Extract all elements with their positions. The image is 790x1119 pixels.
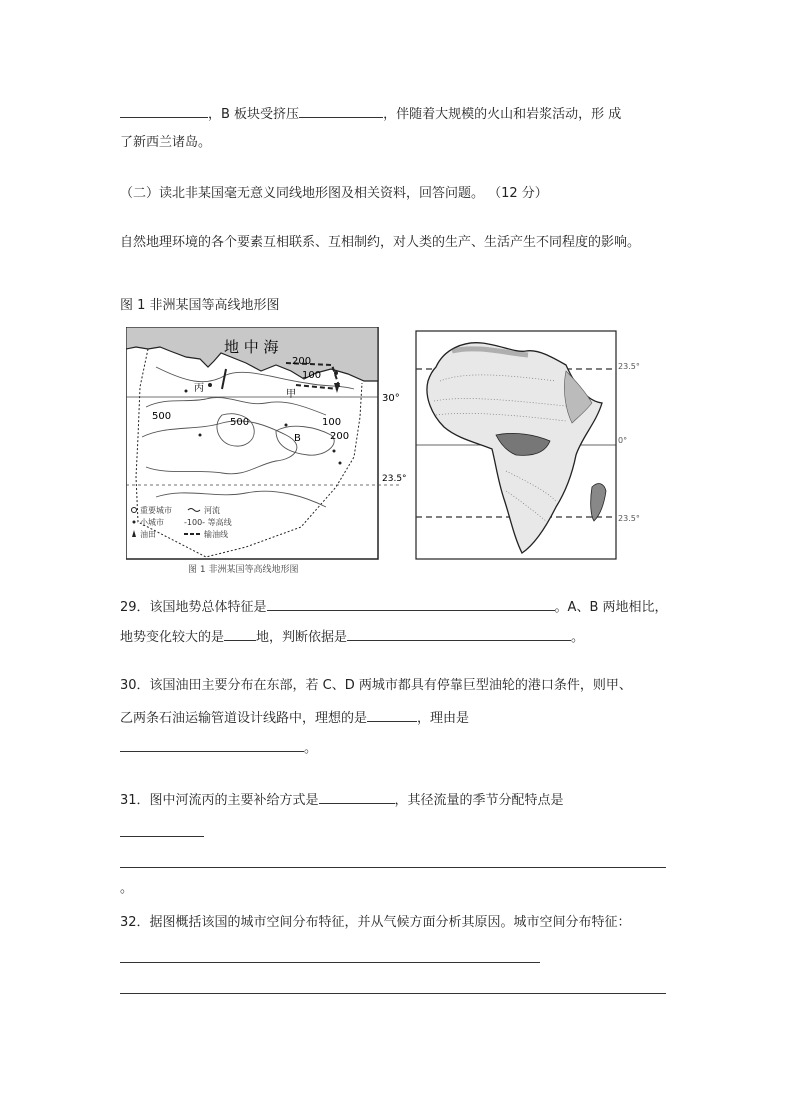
q30-line2: 乙两条石油运输管道设计线路中，理想的是 ，理由是 bbox=[120, 708, 469, 728]
q29-line1: 29．该国地势总体特征是 。A、B 两地相比， bbox=[120, 597, 668, 617]
answer-blank[interactable] bbox=[367, 708, 417, 722]
legend-contour: -100- 等高线 bbox=[184, 518, 232, 527]
answer-blank[interactable] bbox=[299, 104, 383, 118]
section-intro: 自然地理环境的各个要素互相联系、互相制约，对人类的生产、生活产生不同程度的影响。 bbox=[120, 235, 641, 250]
figure-maps bbox=[126, 327, 646, 579]
contour-label: 500 bbox=[230, 417, 250, 428]
contour-label: 100 bbox=[302, 370, 322, 381]
bing-label: 丙 bbox=[194, 383, 204, 394]
maps-svg bbox=[126, 327, 646, 575]
answer-blank[interactable] bbox=[267, 597, 555, 611]
answer-blank[interactable] bbox=[224, 627, 256, 641]
lat-n-label: 23.5° bbox=[618, 362, 640, 371]
contour-label: 500 bbox=[152, 411, 172, 422]
answer-rule[interactable] bbox=[120, 993, 666, 994]
answer-blank[interactable] bbox=[120, 104, 208, 118]
contour-label: 200 bbox=[292, 356, 312, 367]
prev-question-line1: ，B 板块受挤压 ，伴随着大规模的火山和岩浆活动，形 成 bbox=[120, 104, 621, 124]
q32-line1: 32．据图概括该国的城市空间分布特征，并从气候方面分析其原因。城市空间分布特征： bbox=[120, 915, 631, 930]
answer-blank[interactable] bbox=[120, 738, 304, 752]
section-title: （二）读北非某国毫无意义同线地形图及相关资料，回答问题。 （12 分） bbox=[120, 186, 548, 201]
lat-eq-label: 0° bbox=[618, 436, 628, 445]
legend-small-city: 小城市 bbox=[140, 518, 164, 527]
africa-map bbox=[416, 331, 640, 559]
country-contour-map bbox=[126, 327, 407, 575]
q30-line1: 30．该国油田主要分布在东部，若 C、D 两城市都具有停靠巨型油轮的港口条件，则甲、 bbox=[120, 678, 632, 693]
contour-label: 100 bbox=[322, 417, 342, 428]
lat-23-label: 23.5° bbox=[382, 474, 407, 484]
legend-pipeline: 输油线 bbox=[204, 530, 228, 539]
legend-river: 河流 bbox=[204, 506, 220, 515]
q31-end: 。 bbox=[120, 881, 134, 896]
map1-caption: 图 1 非洲某国等高线地形图 bbox=[188, 565, 299, 575]
q29-line2: 地势变化较大的是 地，判断依据是 。 bbox=[120, 627, 584, 647]
prev-question-line2: 了新西兰诸岛。 bbox=[120, 135, 212, 150]
answer-rule[interactable] bbox=[120, 836, 204, 837]
lat-s-label: 23.5° bbox=[618, 514, 640, 523]
jia-label: 甲 bbox=[286, 389, 296, 400]
lat-30-label: 30° bbox=[382, 393, 400, 404]
answer-blank[interactable] bbox=[347, 627, 571, 641]
sea-label: 地 中 海 bbox=[224, 338, 279, 356]
answer-rule[interactable] bbox=[120, 962, 540, 963]
answer-rule[interactable] bbox=[120, 867, 666, 868]
figure-label: 图 1 非洲某国等高线地形图 bbox=[120, 298, 280, 313]
legend-major-city: 重要城市 bbox=[140, 506, 172, 515]
point-b-label: B bbox=[294, 433, 301, 444]
answer-blank[interactable] bbox=[319, 790, 395, 804]
contour-label: 200 bbox=[330, 431, 350, 442]
q31-line1: 31．图中河流丙的主要补给方式是 ，其径流量的季节分配特点是 bbox=[120, 790, 564, 810]
q30-line3: 。 bbox=[120, 738, 317, 758]
legend-oilfield: 油田 bbox=[140, 530, 156, 539]
